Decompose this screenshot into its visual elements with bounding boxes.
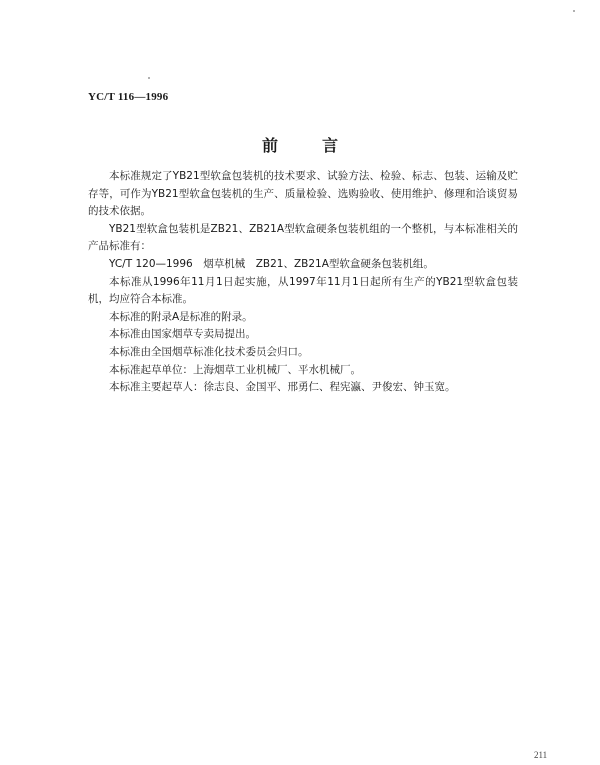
paragraph-administrator: 本标准由全国烟草标准化技术委员会归口。: [109, 345, 309, 358]
foreword-body: [88, 168, 518, 397]
scan-speck: [148, 77, 150, 79]
paragraph-drafting-units: 本标准起草单位：上海烟草工业机械厂、平水机械厂。: [109, 363, 361, 376]
paragraph-proposer: 本标准由国家烟草专卖局提出。: [109, 328, 256, 341]
section-title: 前言: [261, 136, 382, 155]
document-code: YC/T 116—1996: [88, 91, 169, 103]
paragraph-drafters: 本标准主要起草人：徐志良、金国平、邢勇仁、程宪瀛、尹俊宏、钟玉宽。: [109, 381, 456, 394]
paragraph-related-standard-intro: YB21型软盒包装机是ZB21、ZB21A型软盒硬条包装机组的一个整机，与本标准相关的产品标准有：: [88, 222, 518, 253]
scan-speck: [573, 10, 575, 12]
page-number: 211: [534, 750, 548, 760]
paragraph-effective-date: 本标准从1996年11月1日起实施，从1997年11月1日起所有生产的YB21型软盒包装机，均应符合本标准。: [88, 275, 518, 306]
paragraph-related-standard: YC/T 120—1996 烟草机械 ZB21、ZB21A型软盒硬条包装机组。: [109, 257, 434, 270]
paragraph-scope: 本标准规定了YB21型软盒包装机的技术要求、试验方法、检验、标志、包装、运输及贮存等，可作为YB21型软盒包装机的生产、质量检验、选购验收、使用维护、修理和洽谈贸易的技术依据。: [88, 170, 518, 218]
paragraph-appendix: 本标准的附录A是标准的附录。: [109, 310, 253, 323]
